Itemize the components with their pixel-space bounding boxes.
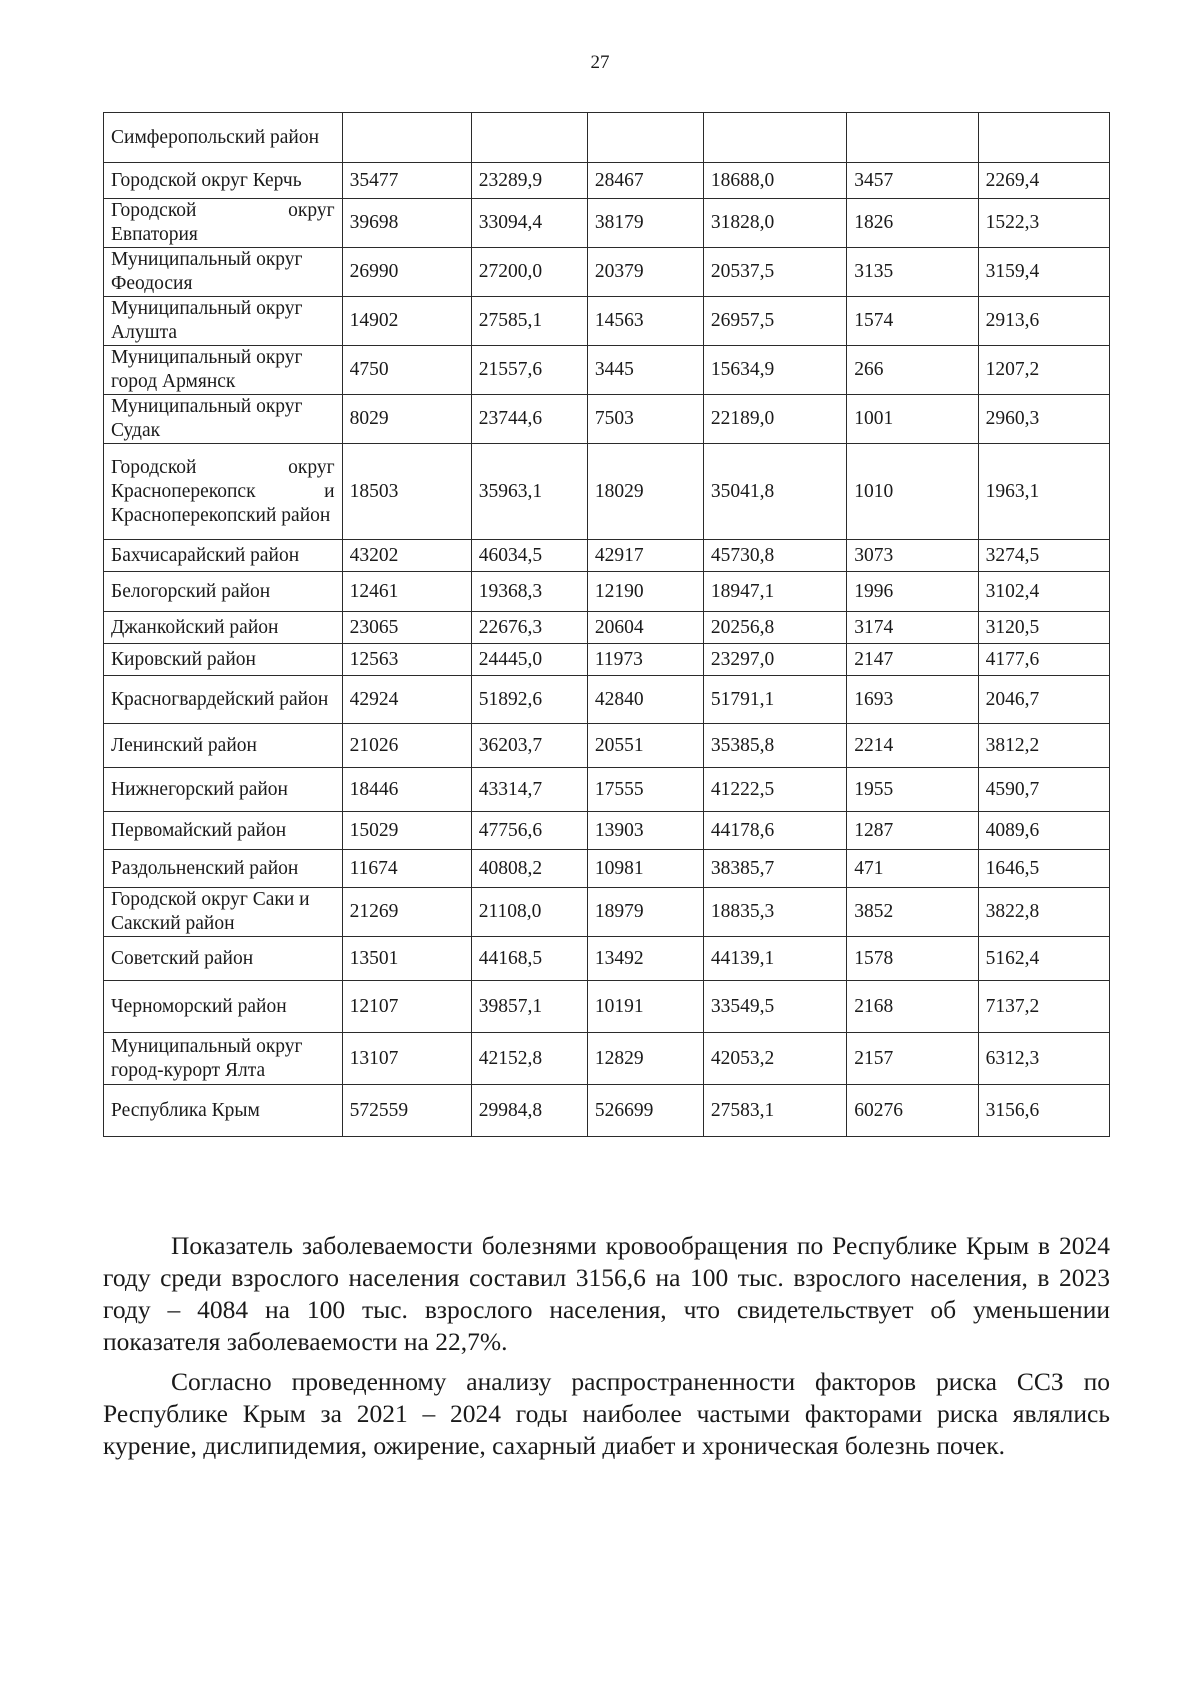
row-label: Муниципальный округ город Армянск [111, 347, 303, 392]
table-cell: 26990 [342, 248, 471, 297]
table-row [104, 444, 1110, 540]
table-cell [471, 113, 587, 163]
table-cell: 33549,5 [703, 981, 846, 1033]
table-row [104, 937, 1110, 981]
row-label: Муниципальный округ Алушта [111, 298, 303, 343]
table-cell-name [104, 644, 343, 676]
table-cell: 2168 [847, 981, 978, 1033]
table-row [104, 113, 1110, 163]
table-cell: 27583,1 [703, 1085, 846, 1137]
row-label: Ленинский район [111, 734, 257, 756]
table-cell: 11674 [342, 850, 471, 888]
row-label: Советский район [111, 947, 254, 969]
table-cell: 17555 [587, 768, 703, 812]
table-cell: 13501 [342, 937, 471, 981]
table-cell: 2214 [847, 724, 978, 768]
table-cell: 4750 [342, 346, 471, 395]
row-label: Муниципальный округ город-курорт Ялта [111, 1035, 303, 1081]
table-row [104, 812, 1110, 850]
row-label: Бахчисарайский район [111, 544, 300, 566]
body-text [103, 1230, 1110, 1470]
table-cell: 39698 [342, 199, 471, 248]
table-cell: 38179 [587, 199, 703, 248]
table-cell: 14563 [587, 297, 703, 346]
table-row [104, 540, 1110, 572]
row-label: Симферопольский район [111, 126, 320, 148]
table-cell: 47756,6 [471, 812, 587, 850]
table-cell: 2157 [847, 1033, 978, 1085]
table-cell: 31828,0 [703, 199, 846, 248]
table-cell [703, 113, 846, 163]
table-cell: 20551 [587, 724, 703, 768]
table-cell: 27200,0 [471, 248, 587, 297]
table-cell: 526699 [587, 1085, 703, 1137]
paragraph: Согласно проведенному анализу распространенности факторов риска ССЗ по Республике Крым за 2021 – 2024 годы наиболее частыми факторами риска являлись курение, дислипидемия, ожирение, сахарный диабет и хроническая болезнь почек. [103, 1367, 1110, 1460]
table-row [104, 395, 1110, 444]
table-cell-name [104, 1085, 343, 1137]
table-cell-name [104, 346, 343, 395]
table-cell [342, 113, 471, 163]
table-cell: 1646,5 [978, 850, 1109, 888]
table-cell: 1826 [847, 199, 978, 248]
table-cell: 12190 [587, 572, 703, 612]
table-cell: 1522,3 [978, 199, 1109, 248]
table-row [104, 572, 1110, 612]
table-cell: 2913,6 [978, 297, 1109, 346]
row-label: Городской округ Красноперекопск и Красноперекопский район [111, 456, 335, 526]
row-label: Первомайский район [111, 819, 287, 841]
row-label: Кировский район [111, 648, 256, 670]
table-cell: 572559 [342, 1085, 471, 1137]
table-cell: 12563 [342, 644, 471, 676]
table-row [104, 768, 1110, 812]
table-cell: 23297,0 [703, 644, 846, 676]
table-cell: 29984,8 [471, 1085, 587, 1137]
table-cell: 3852 [847, 888, 978, 937]
table-cell: 23744,6 [471, 395, 587, 444]
table-cell-name [104, 850, 343, 888]
table-cell: 12107 [342, 981, 471, 1033]
table-cell-name [104, 768, 343, 812]
table-cell: 44139,1 [703, 937, 846, 981]
table-row [104, 644, 1110, 676]
table-cell-name [104, 572, 343, 612]
table-cell: 1574 [847, 297, 978, 346]
table-cell: 1693 [847, 676, 978, 724]
table-cell: 3073 [847, 540, 978, 572]
table-cell: 35963,1 [471, 444, 587, 540]
table-cell: 21269 [342, 888, 471, 937]
table-cell: 42152,8 [471, 1033, 587, 1085]
table-row [104, 724, 1110, 768]
table-cell: 8029 [342, 395, 471, 444]
table-cell: 14902 [342, 297, 471, 346]
table-cell: 3159,4 [978, 248, 1109, 297]
table-cell: 42924 [342, 676, 471, 724]
table-cell: 35477 [342, 163, 471, 199]
table-row [104, 981, 1110, 1033]
table-cell: 18979 [587, 888, 703, 937]
table-cell: 39857,1 [471, 981, 587, 1033]
table-cell: 41222,5 [703, 768, 846, 812]
table-cell: 60276 [847, 1085, 978, 1137]
table-cell: 3812,2 [978, 724, 1109, 768]
page-number: 27 [590, 52, 610, 73]
paragraph: Показатель заболеваемости болезнями кровообращения по Республике Крым в 2024 году среди взрослого населения составил 3156,6 на 100 тыс. взрослого населения, в 2023 году – 4084 на 100 тыс. взрослого населения, что свидетельствует об уменьшении показателя заболеваемости на 22,7%. [103, 1231, 1110, 1356]
table-cell: 23289,9 [471, 163, 587, 199]
table-cell: 43314,7 [471, 768, 587, 812]
table-cell: 13492 [587, 937, 703, 981]
row-label: Муниципальный округ Судак [111, 396, 303, 441]
table-row [104, 676, 1110, 724]
table-cell: 23065 [342, 612, 471, 644]
table-cell: 20379 [587, 248, 703, 297]
table-cell: 11973 [587, 644, 703, 676]
table-cell: 42840 [587, 676, 703, 724]
table-cell: 3457 [847, 163, 978, 199]
table-cell: 22189,0 [703, 395, 846, 444]
table-cell: 1207,2 [978, 346, 1109, 395]
table-cell: 1001 [847, 395, 978, 444]
row-label: Белогорский район [111, 580, 271, 602]
table-cell: 471 [847, 850, 978, 888]
table-cell-name [104, 297, 343, 346]
table-cell: 51791,1 [703, 676, 846, 724]
table-cell-name [104, 163, 343, 199]
table-cell: 5162,4 [978, 937, 1109, 981]
table-cell: 1578 [847, 937, 978, 981]
table-cell: 1996 [847, 572, 978, 612]
table-row [104, 248, 1110, 297]
table-cell: 10191 [587, 981, 703, 1033]
table-cell-name [104, 1033, 343, 1085]
table-cell: 21557,6 [471, 346, 587, 395]
table-cell [978, 113, 1109, 163]
table-cell: 44178,6 [703, 812, 846, 850]
table-cell: 13903 [587, 812, 703, 850]
table-cell-name [104, 395, 343, 444]
table-cell: 12461 [342, 572, 471, 612]
table-cell: 43202 [342, 540, 471, 572]
table-cell: 266 [847, 346, 978, 395]
table-cell: 7137,2 [978, 981, 1109, 1033]
data-table [103, 112, 1110, 1137]
row-label: Раздольненский район [111, 857, 299, 879]
table-cell-name [104, 612, 343, 644]
table-cell: 20256,8 [703, 612, 846, 644]
table-cell: 12829 [587, 1033, 703, 1085]
row-label: Муниципальный округ Феодосия [111, 249, 303, 294]
row-label: Городской округ Керчь [111, 169, 302, 191]
table-cell: 10981 [587, 850, 703, 888]
table-cell: 20537,5 [703, 248, 846, 297]
table-cell: 19368,3 [471, 572, 587, 612]
table-cell-name [104, 724, 343, 768]
table-cell: 4590,7 [978, 768, 1109, 812]
table-row [104, 199, 1110, 248]
table-row [104, 1033, 1110, 1085]
table-cell: 2046,7 [978, 676, 1109, 724]
table-cell: 13107 [342, 1033, 471, 1085]
table-cell: 35041,8 [703, 444, 846, 540]
table-cell: 18503 [342, 444, 471, 540]
table-cell: 45730,8 [703, 540, 846, 572]
table-cell: 2960,3 [978, 395, 1109, 444]
table-cell-name [104, 199, 343, 248]
table-cell: 42917 [587, 540, 703, 572]
row-label: Городской округ Саки и Сакский район [111, 889, 310, 934]
table-cell-name [104, 676, 343, 724]
table-cell: 33094,4 [471, 199, 587, 248]
table-cell: 3156,6 [978, 1085, 1109, 1137]
table-cell: 1287 [847, 812, 978, 850]
table-cell: 40808,2 [471, 850, 587, 888]
table-cell: 3274,5 [978, 540, 1109, 572]
table-cell-name [104, 540, 343, 572]
table-cell: 35385,8 [703, 724, 846, 768]
table-cell: 18688,0 [703, 163, 846, 199]
table-row [104, 850, 1110, 888]
table-cell: 3102,4 [978, 572, 1109, 612]
table-cell: 46034,5 [471, 540, 587, 572]
table-cell: 3120,5 [978, 612, 1109, 644]
table-cell: 15029 [342, 812, 471, 850]
table-cell: 26957,5 [703, 297, 846, 346]
table-cell: 36203,7 [471, 724, 587, 768]
table-cell: 22676,3 [471, 612, 587, 644]
table-cell: 1955 [847, 768, 978, 812]
table-row [104, 163, 1110, 199]
row-label: Красногвардейский район [111, 688, 329, 710]
table-cell: 42053,2 [703, 1033, 846, 1085]
table-cell: 51892,6 [471, 676, 587, 724]
table-row [104, 612, 1110, 644]
table-cell-name [104, 248, 343, 297]
table-cell: 7503 [587, 395, 703, 444]
table-cell: 2147 [847, 644, 978, 676]
table-cell-name [104, 812, 343, 850]
table-cell [847, 113, 978, 163]
table-cell: 4089,6 [978, 812, 1109, 850]
table-cell: 18029 [587, 444, 703, 540]
table-cell: 27585,1 [471, 297, 587, 346]
table-row [104, 1085, 1110, 1137]
table-row [104, 346, 1110, 395]
row-label: Черноморский район [111, 995, 287, 1017]
table-cell: 3822,8 [978, 888, 1109, 937]
table-row [104, 297, 1110, 346]
table-cell-name [104, 444, 343, 540]
table-cell: 6312,3 [978, 1033, 1109, 1085]
table-cell: 38385,7 [703, 850, 846, 888]
table-body [104, 113, 1110, 1137]
table-cell: 1963,1 [978, 444, 1109, 540]
table-cell: 20604 [587, 612, 703, 644]
table-cell: 21026 [342, 724, 471, 768]
table-cell [587, 113, 703, 163]
table-row [104, 888, 1110, 937]
table-cell: 44168,5 [471, 937, 587, 981]
table-cell: 21108,0 [471, 888, 587, 937]
row-label: Джанкойский район [111, 616, 279, 638]
table-cell: 3135 [847, 248, 978, 297]
table-cell: 1010 [847, 444, 978, 540]
table-cell: 28467 [587, 163, 703, 199]
table-cell: 3174 [847, 612, 978, 644]
table-cell: 15634,9 [703, 346, 846, 395]
table-cell: 18835,3 [703, 888, 846, 937]
table-cell-name [104, 981, 343, 1033]
table-cell: 18446 [342, 768, 471, 812]
row-label: Городской округ Евпатория [111, 200, 335, 245]
table-cell: 4177,6 [978, 644, 1109, 676]
table-cell-name [104, 113, 343, 163]
row-label: Республика Крым [111, 1099, 260, 1121]
table-cell: 3445 [587, 346, 703, 395]
table-cell-name [104, 888, 343, 937]
table-cell: 24445,0 [471, 644, 587, 676]
table-cell: 2269,4 [978, 163, 1109, 199]
row-label: Нижнегорский район [111, 778, 288, 800]
table-cell-name [104, 937, 343, 981]
table-cell: 18947,1 [703, 572, 846, 612]
